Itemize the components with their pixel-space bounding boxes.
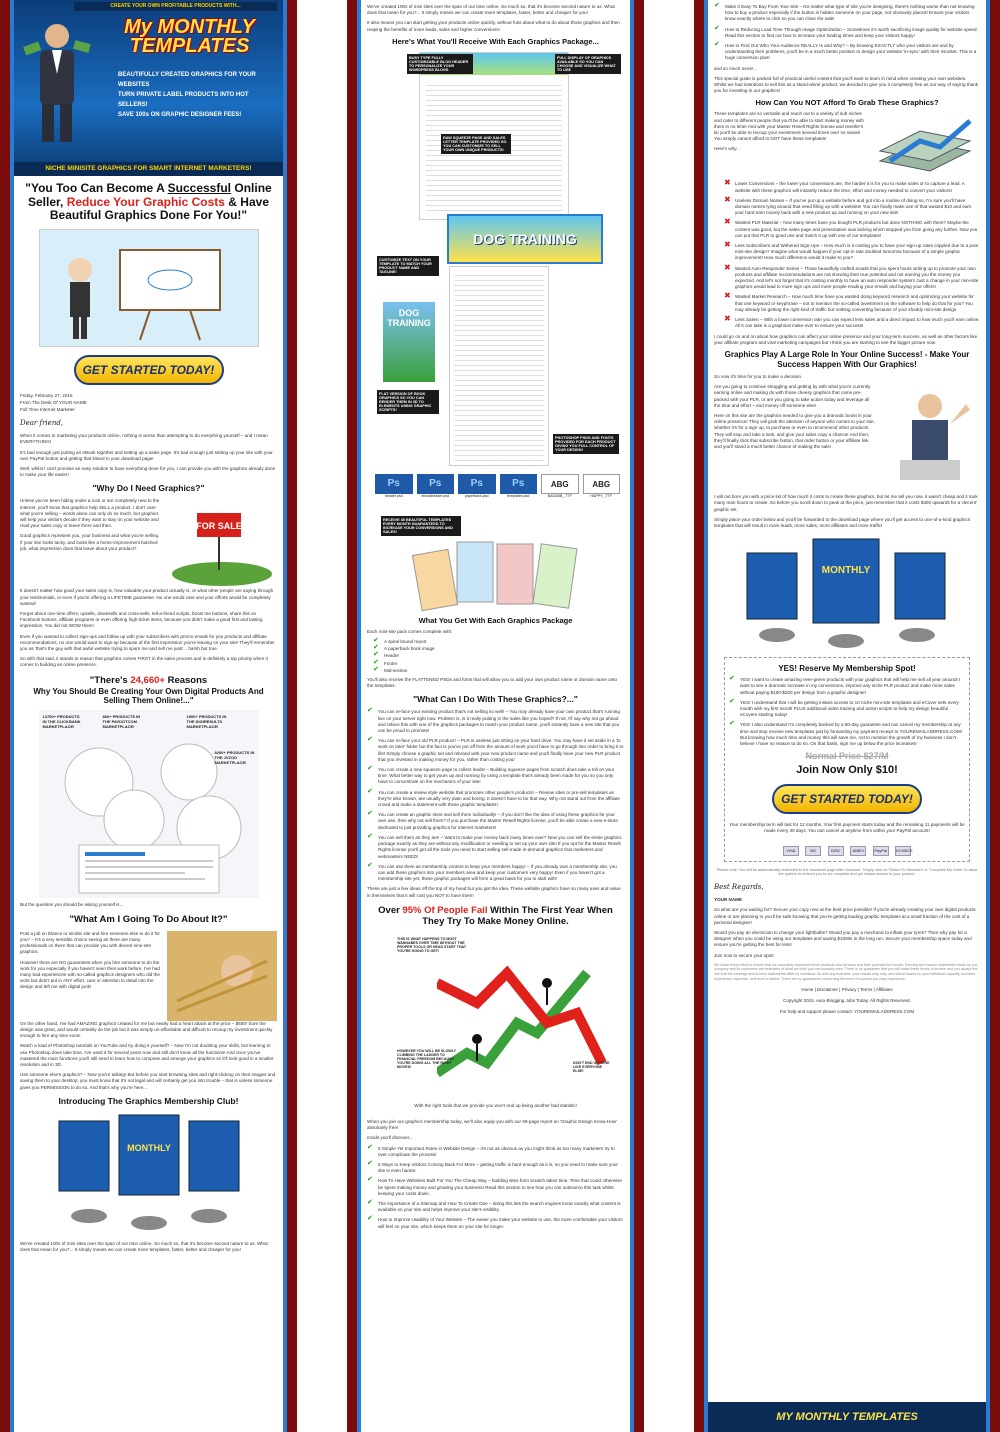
body-paragraph: Even if you wanted to collect sign-ups and follow up with your subscribers with promo emails for you products and affiliate recommendations, no one would want to sign-up because of the first impression you're leaving on your site! They'll remember you as 'that's the guy with that awful website trying to spam me and sell me junk'... harsh but true.: [20, 633, 275, 651]
list-item: ✔ A paperback book image: [373, 646, 624, 652]
body-paragraph: Good graphics represent you, your business and what you're selling. If your site looks tacky, and looks like a home-improvement botched job, what impression does that leave about your product?: [20, 533, 160, 551]
file-name: header.psd: [384, 493, 403, 498]
logo-line-1: My MONTHLY: [124, 16, 255, 38]
body-paragraph: Are you going to continue struggling and getting by with what you're currently earning online and making do with those cheesy graphics that came pre-packed with your PLR, or are you going to take action today and leverage all the time and effort – and money off someone else!: [714, 384, 871, 408]
file-icon: ABG HAPPY_.TTF: [583, 474, 621, 498]
payment-cards: [729, 839, 965, 857]
role-text: [714, 384, 876, 454]
page-content: [708, 0, 986, 1432]
section-heading: "What Am I Going To Do About It?": [69, 913, 228, 925]
page-column-1: [0, 0, 297, 1432]
list-item: ✔ Make it Easy To Buy From Your Site – No matter what type of site you're designing, there's nothing worse than not knowing how to buy a product especially if the button is hidden someone on your page, not obviously placed! Ensure your visitors know exactly where to click so you can close the sale!: [714, 4, 980, 23]
uses-list: [367, 709, 624, 882]
fail-part: Over: [378, 904, 403, 916]
order-box: [724, 657, 970, 861]
body-paragraph: It's bad enough just putting an eBook together and setting up a sales page. It's bad enough just setting up your site with your own PayPal button and getting that linked to your download page!: [20, 449, 273, 461]
list-item: ✔ How to Reducing Load Time Through Image Optimization – Sometimes it's worth sacrificing image quality for website speed. Read this section to find out how to increase your loading times and keep your visitors happy!: [714, 27, 980, 39]
bonus-list-continued: [714, 4, 980, 62]
body-paragraph: But the question you should be asking yourself is...: [20, 901, 124, 907]
file-icon: Ps templates.psd: [500, 474, 538, 498]
body-paragraph: We've created 100s of mini sites over the span of our time online. So much so, that it's become second nature to us. What does that mean for you?... It simply means we can create more templates, faster, better and cheaper for you!: [367, 4, 615, 16]
body-paragraph: Use someone else's graphics? – Now you're talking! But before you start browsing sites and right-clicking on their images and saving them to your desktop, you must know that it's not legal and will certainly get you into trouble – that is unless someone gives you PERMISSION to do so. And that's why you're here...: [20, 1072, 276, 1090]
body-paragraph: Here's why...: [714, 146, 741, 152]
package-diagram: [367, 50, 624, 614]
list-item: ✔ 5 Ways to Keep Visitors Coming Back For More – getting traffic is hard enough as it is, so you need to make sure your site is even harder.: [367, 1162, 624, 1174]
section-heading: How Can You NOT Afford To Grab These Graphics?: [755, 98, 939, 108]
list-item: ✔ How to Improve Usability of Your Website – The easier you make your website to use, the more comfortable your visitors will feel on your site, which keeps them on your site for longer.: [367, 1217, 624, 1229]
product-boxes-image: [727, 533, 967, 651]
list-item: ✔ Header: [373, 653, 624, 659]
list-item: ✔ You can re-face your existing product that's not selling so well! – You may already have your own product that's running live on your server right now. Problem is, is it really putting in the sales like you hoped? If not, I'll say why not go ahead and reface this with one of the graphics packages to match your product name, you'll instantly have a new site that you can be proud to promote!: [367, 709, 624, 734]
callout: FLAT VERSION OF BOOK GRAPHICS SO YOU CAN RENDER THEM IN 3D TO ELEMENTS USING GRAPHIC SCRIPTS!: [377, 390, 439, 414]
list-item: ✔ You can sell them as they are! – Want to make your money back many times over? Now you can sell the entire graphics package exactly as they are without any modification or needing to set up your own site! If you opt for the Master Resell Rights license you'll get all the tools you need to start selling sell-made in-demand graphics that marketers and webmasters NEED!: [367, 835, 624, 860]
banner-top-line: CREATE YOUR OWN PROFITABLE PRODUCTS WITH...: [74, 2, 277, 11]
callout: RAW SQUEEZE PAGE AND SALES LETTER TEMPLATE PROVIDED SO YOU CAN CUSTOMIZE TO SELL YOUR OWN UNIQUE PRODUCTS!: [441, 134, 511, 154]
page-column-3: [694, 0, 1000, 1432]
list-item: ✔ You can create an graphic store and sell them individually! – If you don't like the idea of using these graphics for your own use, then why not sell them? If you purchase the Master Resell Rights license, you'll be able create a new e-store dedicated to just providing graphics for internet marketers!: [367, 812, 624, 831]
file-name: paperback.psd: [464, 493, 489, 498]
afford-section: [714, 111, 980, 181]
banner-bullet: BEAUTIFULLY CREATED GRAPHICS FOR YOUR WEBSITES: [118, 72, 256, 88]
stressed-man-image: [167, 931, 277, 1021]
reasons-headline: [22, 675, 275, 686]
logo-line-2: TEMPLATES: [129, 35, 250, 57]
banner-tagline: NICHE MINISITE GRAPHICS FOR SMART INTERNET MARKETERS!: [14, 162, 283, 176]
package-contents-list: [373, 639, 624, 674]
body-paragraph: Inside you'll discover...: [367, 1135, 413, 1141]
card-icon: VISA: [783, 846, 799, 856]
file-name: HAPPY_.TTF: [590, 493, 613, 498]
reasons-list: [724, 181, 980, 329]
marketplace-collage: [39, 710, 259, 898]
signature-name: YOUR NAME: [714, 897, 743, 903]
callout: PHOTOSHOP PSDS AND FONTS PROVIDED FOR EACH PRODUCT GIVING YOU FULL CONTROL OF YOUR DESIGN!: [553, 434, 619, 454]
whiteboard-illustration: [40, 230, 258, 346]
order-box-heading: YES! Reserve My Membership Spot!: [778, 664, 916, 674]
body-paragraph: I will not bore you with a price list of how much it costs to create these graphics, but let me tell you now, it wasn't cheap and it took many man hours to create. So before you scroll down to peak at the price, just remember that it costs $400 upwards for a 'decent' graphic set.: [714, 494, 978, 512]
banner-bullet: SAVE 100s ON GRAPHIC DESIGNER FEES!: [118, 112, 242, 118]
banner-bullet: TURN PRIVATE LABEL PRODUCTS INTO HOT SELLERS!: [118, 92, 249, 108]
body-paragraph: Well, whilst I can't promise an easy solution to have everything done for you, I can provide you with the graphics already done to make your life easier!: [20, 465, 276, 478]
support-line: For help and support please contact: YOUREMAILADDRESS.COM: [779, 1009, 915, 1015]
svg-text:FOR SALE: FOR SALE: [196, 521, 242, 532]
page-content: [361, 0, 630, 1432]
list-item: ✖ Wasted Market Research – How much time have you wasted doing keyword research and optimizing your website for that one keyword or keyphrase – not to mention the so-called investment on the software to help do that for you? You may already be getting the right kind of traffic but nothing converting because of your shoddy mini-site design.: [724, 294, 980, 313]
body-paragraph: On the other hand, I've had AMAZING graphics created for me but nearly had a heart attack at the price – $600! Sure the design was great, and would certainly do the job but it was simply un-affordable and difficult to recoup my investment quickly enough to hire any time soon!: [20, 1020, 273, 1039]
callout: CUSTOMIZE TEXT ON YOUR TEMPLATE TO MATCH YOUR PRODUCT NAME AND TAGLINE!: [377, 256, 439, 276]
brand-logo: [106, 18, 273, 56]
list-item: ✖ Lower Conversions – the lower your conversions are, the harder it is for you to make sales or to capture a lead. A website with these graphics will instantly reduce the time, effort and money needed to convert your visitors!: [724, 181, 980, 193]
money-stack-image: [870, 111, 980, 181]
body-paragraph: It doesn't matter how good your sales copy is, how valuable your product actually is, or what other people are saying through your testimonials, or even if you're offering a LIFETIME guarantee. No one would care and your efforts would be completely wasted!: [20, 588, 274, 606]
list-item: ✔ YES! I also understand I'm completely backed by a 60-day guarantee and can cancel my membership at any time and stop receive new templates just by forwarding my payment receipt to YOUREMAILADDRESS.COM! But knowing how much time and money this will save me, not to mention the growth of my business I don't believe I have no reason to do so. On that basis, sign me up below the price increases!: [729, 722, 965, 747]
list-item: ✔ Footer: [373, 661, 624, 667]
laptop-man-image: [880, 384, 980, 494]
file-icon: Ps header.psd: [375, 474, 413, 498]
body-paragraph: You'll also receive the FLATTENED PSDs and fonts that will allow you to add your own product name or domain name onto the templates.: [367, 677, 618, 689]
body-paragraph: Forget about one-time offers, upsells, downsells and cross-sells, tell-a-friend scripts, boost me buttons, share this on Facebook buttons, affiliate programs or even offering high-ticket items, because you didn't make a good first and lasting impression. You did not WOW them!: [20, 610, 263, 629]
file-icon: Ps paperback.psd: [458, 474, 496, 498]
list-item: ✔ The Importance of a Sitemap and How To Create One – doing this lets the search engines know exactly what content is available on your site and helps improve your site's visibility.: [367, 1201, 624, 1213]
sign-off: Best Regards,: [714, 883, 764, 892]
body-paragraph: With the right tools that we provide you won't end up being another bad statistic!: [414, 1102, 577, 1108]
body-paragraph: So what are you waiting for? Secure your copy now at the best price possible! If you're already creating your own digital products online or are planning to you'll be safe knowing that you're getting leading graphic templates at a small fraction of the cost of a personal designer!: [714, 907, 976, 925]
body-paragraph: Watch a load of Photoshop tutorials on YouTube and try doing it yourself? – Now I'm not doubting your skills, but learning to use Photoshop does take time. I've used it for several years now and still don't know all the functions! And once you've mastered the main functions you'll still need to learn how to compose and arrange your graphics so it'll look good in a smaller resolution and in 3D.: [20, 1043, 274, 1067]
sales-tactics-image: [39, 229, 259, 347]
headline-part: & Have Beautiful Graphics Done For You!": [49, 194, 269, 222]
list-item: ✔ You can use them as membership content to keep your members happy! – If you already own a membership site, you can add these graphics into your members area and keep your customers very happy! Even if you haven't got a membership site yet, these graphic packages will form a great basis for you to start with!: [367, 864, 624, 883]
list-item: ✔ YES! I want to create amazing ever-green products with your graphics that will help me sell all year around! I want to see a dramatic increase in my conversions, improve any niche PLR product and make more sales without paying $100-$200 per design from a graphic designer!: [729, 677, 965, 696]
section-heading: Here's What You'll Receive With Each Graphics Package...: [392, 36, 599, 46]
body-paragraph: Join now to secure your spot!: [714, 952, 774, 958]
body-paragraph: This special guide is packed full of practical useful content that you'll want to learn in mind when creating your own websites. Whilst we had intentions to sell this as a stand-alone product, we decided to give you it completely free as our way of saying thank you for investing in our graphics!: [714, 75, 979, 94]
list-item: ✔ How To Have Websites Built For You The Cheap Way – building sites from scratch takes time. Time that could otherwise be spent making money and growing your business! Read this section to see how you can outsource this task whilst keeping your costs down.: [367, 1178, 624, 1197]
footer-links[interactable]: Home | Disclaimer | Privacy | Terms | Affiliates: [801, 987, 893, 993]
why-text: [20, 498, 163, 556]
success-ladder-image: [367, 933, 624, 1103]
body-paragraph: Each mini-site pack comes complete with:: [367, 628, 453, 634]
afford-text: [714, 111, 866, 156]
fail-part: Within The First Year When They Try To Make Money Online.: [422, 904, 613, 927]
page-column-2: [347, 0, 644, 1432]
headline-part: Online Seller,: [28, 181, 272, 209]
normal-price: Normal Price $27/M: [805, 751, 889, 762]
get-started-button[interactable]: GET STARTED TODAY!: [772, 784, 922, 814]
file-icon: Ps ebookheader.psd: [417, 474, 455, 498]
list-item: ✖ Less Subscribers and Withered Sign-Ups – How much is it costing you to have your sign-up rates crippled due to a poor mini-site design? Imagine what would happen if your opt-in rate doubled tomorrow because of a simple graphic improvement! How much difference would it make to you?: [724, 243, 980, 262]
card-icon: DISC: [828, 846, 844, 856]
callout: FULL DISPLAY OF GRAPHICS AVAILABLE SO YOU CAN CHOOSE AND VISUALIZE WHAT TO USE: [555, 54, 621, 74]
card-icon: AMEX: [850, 846, 866, 856]
body-paragraph: These are just a few ideas off the top of my head but you get the idea. These website graphics have so many uses and value in themselves that it will cost you NOT to have them!: [367, 886, 621, 898]
template-fan-image: [407, 532, 607, 612]
order-box-list: [729, 677, 965, 747]
role-section: [714, 384, 980, 494]
body-paragraph: When it comes to marketing your products online, nothing is worse than attempting to do everything yourself – and I mean EVERYTHING!: [20, 433, 268, 445]
body-paragraph: However there are NO guarantees when you hire someone to do the work for you especially if you haven't seen their work before. I've had many bad experiences with so-called graphics designers who did the work but didn't put in ANY effort, care or attention to detail into the design and left me with digital junk!: [20, 959, 160, 990]
body-paragraph: Post a job on Elance or similar site and hire someone else to do it for you? – It's a very sensible choice seeing as there are many professionals on there that can provide you with decent nine-site graphics.: [20, 930, 160, 955]
market-label: 860+ PRODUCTS IN THE PAYDOTCOM MARKETPLACE!: [102, 713, 141, 729]
body-paragraph: When you join our graphics membership today, we'll also equip you with our 69-page report on 'Graphic Design Know-How' absolutely free!: [367, 1118, 617, 1131]
list-item: ✔ Mid-section: [373, 668, 624, 674]
why-section: [20, 498, 277, 588]
long-sales-page: [449, 266, 549, 466]
section-heading: Graphics Play A Large Role In Your Online Success! - Make Your Success Happen With Our Graphics!: [724, 349, 970, 369]
businessman-image: [22, 14, 92, 144]
callout: RECEIVE 30 BEAUTIFUL TEMPLATES EVERY MONTH GUARANTEED TO INCREASE YOUR CONVERSIONS AND SALES!: [381, 516, 461, 536]
list-item: ✖ Less Sales! – With a lower conversion rate you can expect less sales and a direct impact to how much you'll earn online. All it can take is a graphical make-over to ensure your success!: [724, 317, 980, 329]
body-paragraph: Unless you've been hiding under a rock or are completely new to the internet, you'll know that graphics help SELL a product. I don't care what you're selling – words alone can only do so much, but graphics will help your visitors decide if they want to stay on your website and read your sales copy or leave there and then.: [20, 498, 160, 529]
reasons-number: 24,660+: [130, 674, 165, 686]
fine-print: Please note: You will be automatically redirected to the download page after checkout. Simply click on 'Return To Merchant' or 'Complete My Order' to allow the system to redirect you to our complete and get instant access to your product.: [716, 867, 978, 877]
list-item: ✔ You can re-face your old PLR product! – PLR is useless just sitting on your hard drive. You may have it set aside in a 'to work on later' folder but the fact is you've put off from the amount of work you'd have to go through into order to bring it to life! Simply choose a graphic set and rebrand with your new product name and you'll finally have your new PLR product that you invested in making money for you, rather than costing you!: [367, 738, 624, 763]
footer-logo: MY MONTHLY TEMPLATES: [708, 1402, 986, 1432]
list-item: ✔ A spiral bound report: [373, 639, 624, 645]
card-icon: ECHECK: [895, 846, 911, 856]
flat-ebook-cover: DOG TRAINING: [383, 302, 435, 382]
body-paragraph: I could go on and on about how graphics can affect your online presence and your long-term success, as well as other factors like your affiliate program and viral marketing campaigns but I think you are starting to see the bigger picture now.: [714, 333, 978, 345]
card-icon: PayPal: [873, 846, 889, 856]
for-sale-sign-image: [167, 498, 277, 588]
ladder-caption: DON'T END UP HERE LIKE EVERYONE ELSE!: [573, 1060, 610, 1073]
body-paragraph: Would you pay an electrician to change your lightbulbs? Would you pay a mechanic to inflate your tyres? Then why pay for a designer when you could be using our templates and saving $1000s in the long run. Secure your membership space today and ensure you're getting the best for less!: [714, 929, 972, 948]
reasons-part: "There's: [89, 674, 131, 686]
header-banner: [14, 0, 283, 176]
market-label: 8200+ PRODUCTS IN THE JVZOO MARKETPLACE!: [214, 749, 255, 765]
file-name: BADABB_.TTF: [547, 493, 572, 498]
body-paragraph: So with that said, it stands to reason that graphics comes FIRST in the sales process and is definitely a top priority when it comes to building an online presence.: [20, 656, 268, 668]
copyright: Copyright 2015, Auto-Blogging Jobs Today. All Rights Reserved.: [783, 998, 911, 1004]
body-paragraph: Here on this site are the graphics needed to give you a dramatic boost in your online presence! They will grab the attention of anyone who comes to your site, whether it's for a sign up, to purchase or even to recommend other products. They will stop and take a look, and give your sales copy a chance! And then, they'll finally click that subscribe button, that order button or your affiliate link and you'll stand a much better chance of making the sale!: [714, 412, 875, 449]
list-item: ✔ You can create a review style website that promotes other people's products! – Review sites or pre-sell templates as they're also known, are usually very plain and boring. It doesn't have to be that way. Why not stand out from the affiliate crowd and make a statement with these graphic templates!: [367, 790, 624, 809]
body-paragraph: Simply place your order below and you'll be forwarded to the download page where you'll get access to one-of-a-kind graphics templates that will result in more leads, more sales, more affiliates and more traffic!: [714, 516, 971, 528]
file-icon: ABG BADABB_.TTF: [541, 474, 579, 498]
card-icon: MC: [805, 846, 821, 856]
list-item: ✔ 5 Simple Yet Important Rules in Website Design – it's not as obvious as you might think as too many marketers try to over complicate the process!: [367, 1146, 624, 1158]
ladder-caption: HOWEVER YOU WILL BE SLOWLY CLIMBING THE LADDER TO FINANCIAL FREEDOM BECAUSE YOU'RE DOING ALL THE RIGHT MOVES!: [397, 1048, 456, 1069]
about-section: [20, 931, 277, 1021]
bonus-list: [367, 1146, 624, 1230]
fail-red: 95% Of People Fail: [402, 904, 488, 916]
headline-successful: Successful: [167, 181, 232, 195]
page-content: [14, 0, 283, 1432]
body-paragraph: These templates are so versatile and reach out to a variety of sub niches and cater to different people that you'll be able to start making money with them in no time! And with your Master Resell Rights license and reseller's kit you'll be able to recoup your investment several times over no sweat! You simply cannot afford to NOT have these templates!: [714, 111, 864, 142]
body-paragraph: It also means you can start getting your products online quickly, without fuss about what to do about those graphics and then reaping the benefits of more leads, sales and higher conversions!: [367, 20, 620, 32]
headline-red: Reduce Your Graphic Costs: [66, 194, 225, 209]
disclaimer: We make every effort to ensure that we accurately represent these products and services and their potential for income. Earning and Income statements made by our company and its customers are estimates of what we think you can possibly earn. There is no guarantee that you will make these levels of income and you accept the risk that the earnings and income statements differ by individual. As with any business, your results may vary, and will be based on your individual capacity, business experience, expertise, and level of desire. There are no guarantees concerning the level of success you may experience.: [714, 962, 978, 981]
fail-headline: [369, 905, 622, 927]
product-boxes-image: [29, 1111, 269, 1239]
reasons-part: Reasons: [164, 674, 208, 686]
headline-part: "You Too Can Become A: [25, 181, 168, 195]
letter-date: Friday, February 27, 2015: [20, 392, 73, 398]
psd-file-icons: [375, 474, 620, 498]
list-item: ✔ YES! I understand that I will be getting instant access to 10 niche mini-site templates and eCover sets every month with my first month PLUS additional video training and action scripts to help my design beautiful eCovers starting today!: [729, 700, 965, 719]
svg-text:MONTHLY: MONTHLY: [821, 565, 871, 577]
list-item: ✖ Wasted PLR Material – how many times have you bought PLR products but done NOTHING with them? Maybe the content was good, but the sales page and presentation was lacking which stopped you from going any further. Now you can put that PLR to good use and match it up with one of our templates!: [724, 220, 980, 239]
get-started-button[interactable]: GET STARTED TODAY!: [74, 355, 224, 385]
banner-bullets: [118, 70, 275, 120]
letter-role: Full Time Internet Marketer: [20, 406, 75, 412]
list-item: ✖ Useless Domain Names – If you've put up a website before and got into a routine of doing so, I'm sure you'll have domain names lying around that need filling up with a website! You can finally make use of that wasted $10 and earn your hard earn money back with a new product up and running on your new site!: [724, 198, 980, 217]
dog-training-header: DOG TRAINING: [447, 214, 603, 264]
list-item: ✖ Wasted Auto-Responder Series – Those beautifully crafted emails that you spent hours writing up to promote your own products and affiliate recommendations are not showing their true potential and not earning you the money you expected. And let's not forget that it's costing monthly to have an auto responder system! Just a change in your mini-site graphics would lead to more sign ups and more people reading your emails and buying your offers!: [724, 266, 980, 291]
join-price: Join Now Only $10!: [796, 764, 898, 777]
section-heading: "What Can I Do With These Graphics?...": [413, 694, 578, 705]
body-paragraph: We've created 100s of mini sites over the span of our time online. So much so, that it's become second nature to us. What does that mean for you?... It simply means we can create more templates, faster, better and cheaper for you!: [20, 1240, 268, 1252]
letter-from: From The Desk Of YOUR NAME: [20, 399, 87, 405]
list-item: ✔ You can create a new squeeze page to collect leads! – Building squeeze pages from scratch does take a toll on your time. What better way to get yours up and running by using a template that's already been made for you so you only have to concentrate on the mechanics of your site!: [367, 767, 624, 786]
section-heading: Introducing The Graphics Membership Club!: [58, 1095, 239, 1106]
market-label: 1900+ PRODUCTS IN THE DIGIRESULTS MARKETPLACE!: [186, 713, 227, 729]
preview-lines: [454, 271, 544, 461]
about-text: [20, 931, 163, 995]
salutation: Dear friend,: [20, 419, 64, 428]
file-name: ebookheader.psd: [421, 493, 450, 498]
section-heading: "Why Do I Need Graphics?": [92, 483, 205, 494]
file-name: templates.psd: [507, 493, 530, 498]
reasons-subheadline: Why You Should Be Creating Your Own Digital Products And Selling Them Online!...": [33, 686, 264, 706]
callout: BUSY TYPE FULLY CUSTOMIZABLE BLOG HEADER TO PERSONALIZE YOUR WORDPRESS BLOGS: [407, 54, 473, 74]
ladder-caption: THIS IS WHAT HAPPENS TO MOST WANNABES OVER TIME WITHOUT THE PROPER TOOLS OR HEAD START THAT YOU'RE GOING TO GET!: [397, 936, 467, 953]
main-headline: [24, 182, 273, 223]
marketplace-screenshots: [39, 710, 259, 898]
membership-term: Your membership term will last for 12 months. Your first payment starts today and the remaining 11 payments will be made every 30 days. You can cancel at anytime from within your PayPal account!: [729, 822, 965, 834]
body-paragraph: So now it's time for you to make a decision.: [714, 373, 803, 379]
list-item: ✔ How to Find Out Who Your Audience REALLY Is and Why? – By knowing EXACTLY who your visitors are and by understanding their problems, you'll be in a much better position to design your website 'in-sync' with their mindset. This is a huge conversion plus!: [714, 43, 980, 62]
svg-text:MONTHLY: MONTHLY: [126, 1142, 171, 1153]
body-paragraph: and so much more!...: [714, 65, 758, 71]
market-label: 13700+ PRODUCTS IN THE CLICKBANK MARKETPLACE!: [42, 713, 81, 729]
section-heading: What You Get With Each Graphics Package: [418, 615, 573, 625]
